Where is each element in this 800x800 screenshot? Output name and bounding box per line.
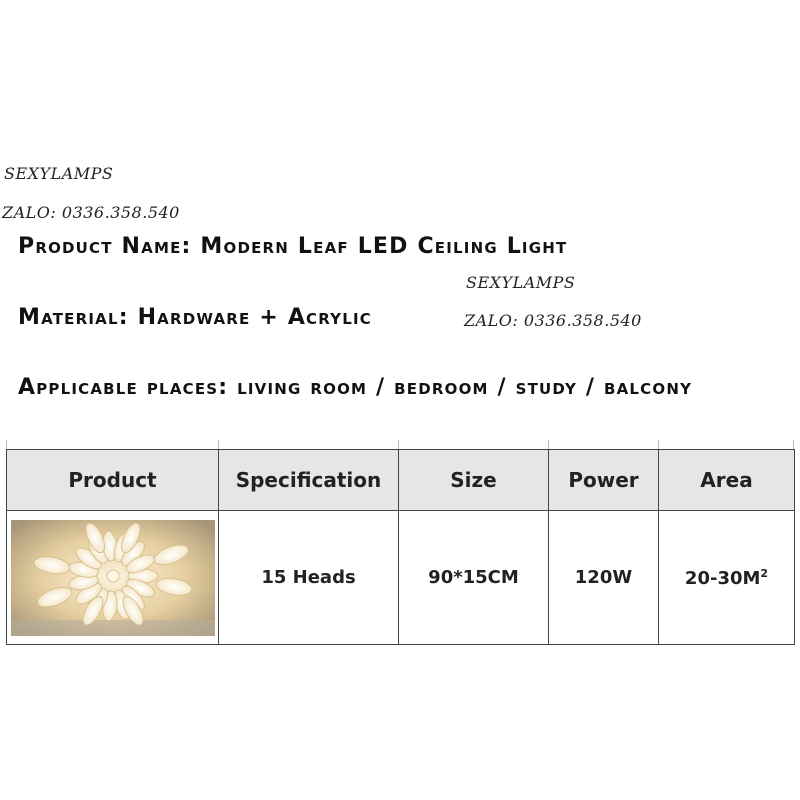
material-heading: Material: Hardware + Acrylic (18, 305, 372, 330)
specification-table (6, 449, 795, 645)
size-value: 90*15CM (399, 511, 549, 645)
table-header-row (7, 450, 795, 511)
watermark-brand: SEXYLAMPS (4, 164, 114, 183)
leaf-ceiling-light-photo (11, 520, 215, 636)
area-superscript: 2 (760, 566, 769, 580)
power-value: 120W (549, 511, 659, 645)
column-header-power: Power (549, 450, 659, 511)
table-row (7, 511, 795, 645)
watermark-contact: ZALO: 0336.358.540 (464, 311, 642, 330)
product-name-heading: Product Name: Modern Leaf LED Ceiling Light (18, 234, 568, 259)
column-header-area: Area (659, 450, 795, 511)
watermark-contact: ZALO: 0336.358.540 (2, 203, 180, 222)
watermark-brand: SEXYLAMPS (466, 273, 576, 292)
area-value (659, 511, 795, 645)
column-header-specification: Specification (219, 450, 399, 511)
product-photo-cell (7, 511, 219, 645)
specification-value: 15 Heads (219, 511, 399, 645)
column-header-size: Size (399, 450, 549, 511)
applicable-places-heading: Applicable places: living room / bedroom / study / balcony (18, 375, 693, 400)
column-header-product: Product (7, 450, 219, 511)
area-number: 20-30M (684, 567, 761, 589)
